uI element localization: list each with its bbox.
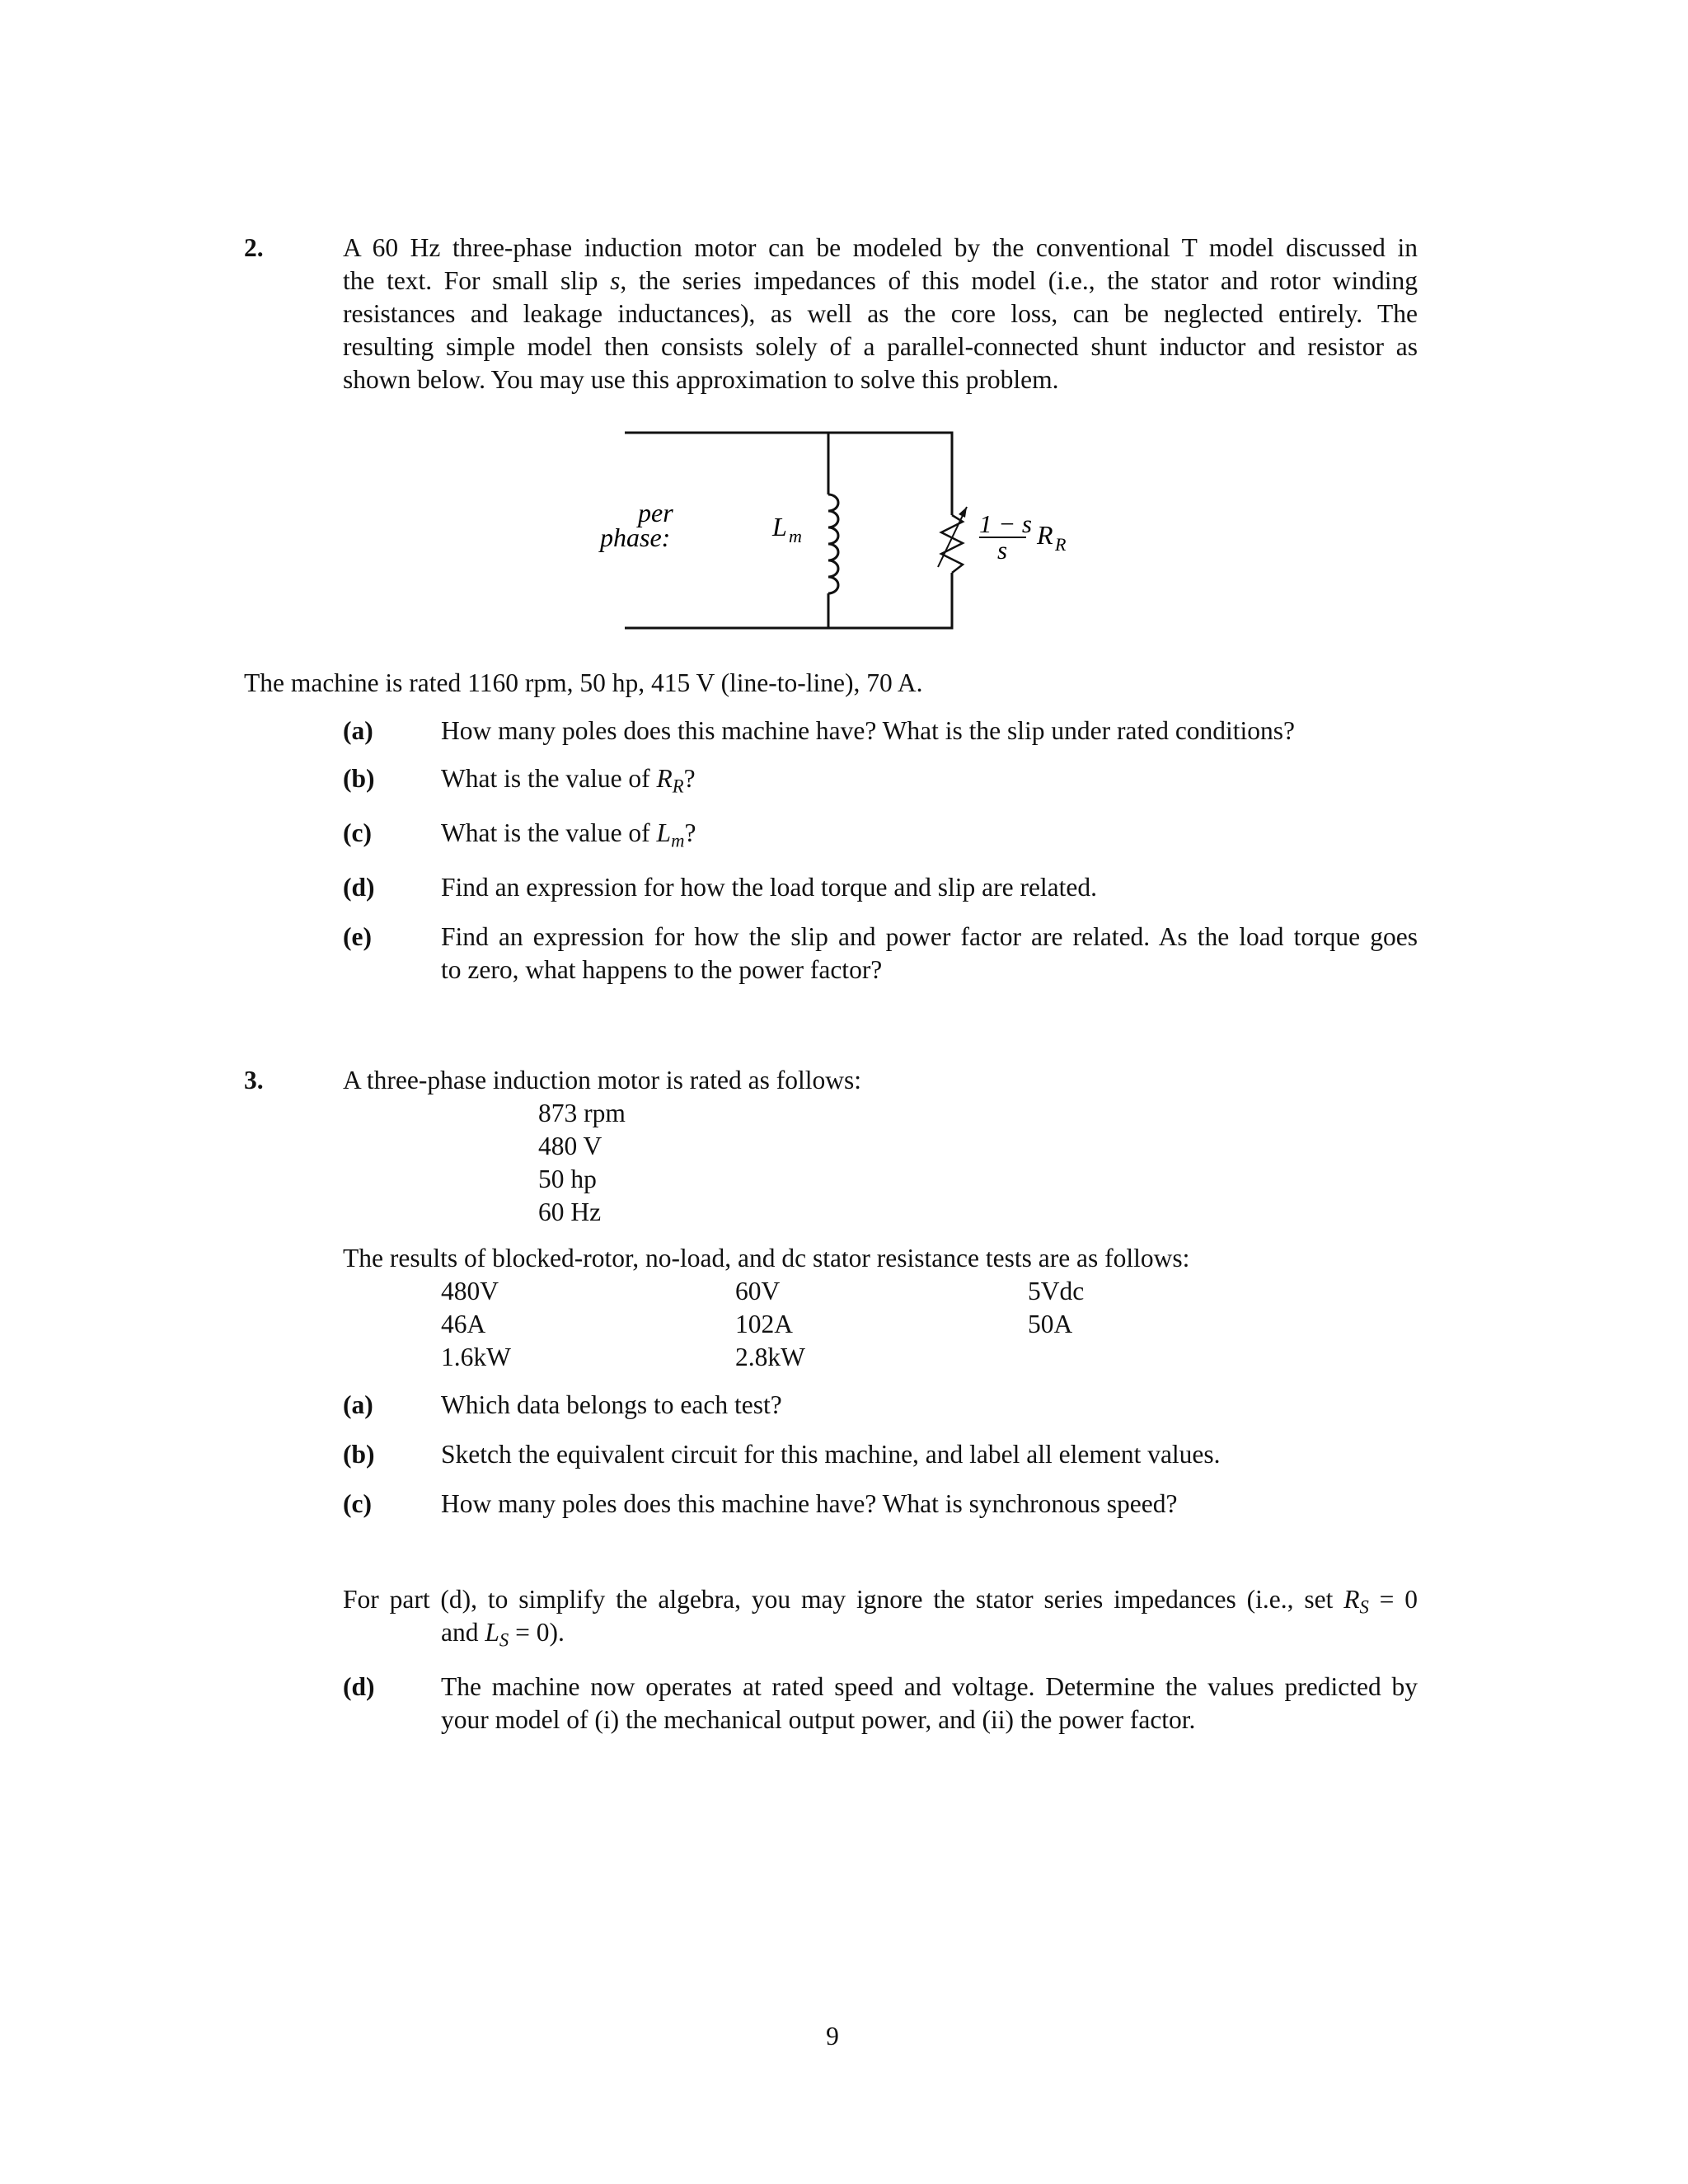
p2-part-e-label: (e) <box>343 922 372 951</box>
test-cell: 46A <box>441 1310 486 1338</box>
test-cell: 50A <box>1028 1310 1073 1338</box>
p3-part-d-label: (d) <box>343 1672 375 1701</box>
rr-sub-label: R <box>1055 534 1067 555</box>
test-cell: 1.6kW <box>441 1343 511 1371</box>
lm-label: L <box>772 512 787 541</box>
test-cell: 2.8kW <box>735 1343 805 1371</box>
rr-label: R <box>1037 520 1053 550</box>
test-cell: 60V <box>735 1277 781 1305</box>
p2-part-d-label: (d) <box>343 873 375 902</box>
p2-part-c-text: What is the value of $L_m$? <box>441 818 696 851</box>
p2-part-d-text: Find an expression for how the load torque and slip are related. <box>441 873 1098 902</box>
intro-line-3: resistances and leakage inductances), as well as the core loss, can be neglected entirely. The <box>343 299 1418 328</box>
per-label: per <box>638 498 673 527</box>
p2-part-a-text: How many poles does this machine have? What is the slip under rated conditions? <box>441 716 1296 745</box>
intro-line-2: the text. For small slip s, the series impedances of this model (i.e., the stator and rotor winding <box>343 266 1418 295</box>
page-number: 9 <box>826 2022 839 2050</box>
problem-2-number: 2. <box>244 233 264 262</box>
part-d-note <box>343 1583 1418 1649</box>
problem-3-intro: A three-phase induction motor is rated as follows: <box>343 1066 861 1094</box>
p3-part-a-label: (a) <box>343 1390 373 1419</box>
intro-line-1: A 60 Hz three-phase induction motor can be modeled by the conventional T model discussed in <box>343 233 1418 262</box>
top-wire <box>625 433 952 515</box>
note-line-1: For part (d), to simplify the algebra, you may ignore the stator series impedances (i.e., set $R_S = 0$ <box>343 1585 1418 1618</box>
p2-part-a-label: (a) <box>343 716 373 745</box>
p2-part-c-label: (c) <box>343 818 372 847</box>
p2-part-b-label: (b) <box>343 764 375 793</box>
p3-part-c-label: (c) <box>343 1489 372 1518</box>
test-cell: 480V <box>441 1277 499 1305</box>
p3-part-b-label: (b) <box>343 1440 375 1469</box>
p3-part-a-text: Which data belongs to each test? <box>441 1390 782 1419</box>
note-line-2: and $L_S = 0$). <box>441 1618 565 1651</box>
fraction-denominator: s <box>997 536 1008 565</box>
circuit-diagram <box>577 420 1104 643</box>
bottom-wire <box>625 573 952 628</box>
motor-ratings <box>538 1097 626 1229</box>
problem-2-intro <box>343 232 1418 396</box>
rating-voltage: 480 V <box>538 1132 603 1160</box>
rating-speed: 873 rpm <box>538 1099 626 1127</box>
variable-arrow-head <box>959 507 967 518</box>
test-cell: 5Vdc <box>1028 1277 1085 1305</box>
lm-sub-label: m <box>789 526 802 546</box>
rating-power: 50 hp <box>538 1165 597 1193</box>
p3-part-b-text: Sketch the equivalent circuit for this machine, and label all element values. <box>441 1440 1221 1469</box>
inductor-coil-icon <box>828 494 838 593</box>
tests-intro: The results of blocked-rotor, no-load, and dc stator resistance tests are as follows: <box>343 1244 1190 1272</box>
intro-line-5: shown below. You may use this approximation to solve this problem. <box>343 365 1059 394</box>
rating-text: The machine is rated 1160 rpm, 50 hp, 415 V (line-to-line), 70 A. <box>244 668 923 697</box>
problem-3-number: 3. <box>244 1066 264 1094</box>
p3-part-c-text: How many poles does this machine have? What is synchronous speed? <box>441 1489 1178 1518</box>
test-cell: 102A <box>735 1310 793 1338</box>
fraction-numerator: 1 − s <box>979 509 1032 538</box>
rating-frequency: 60 Hz <box>538 1197 602 1226</box>
p3-part-d-text: The machine now operates at rated speed and voltage. Determine the values predicted by your model of (i) the mechanical output power, and (ii) the power factor. <box>441 1672 1418 1734</box>
intro-line-4: resulting simple model then consists solely of a parallel-connected shunt inductor and resistor as <box>343 332 1418 361</box>
phase-label: phase: <box>600 523 671 552</box>
p2-part-e-text: Find an expression for how the slip and power factor are related. As the load torque goes to zero, what happens to the power factor? <box>441 922 1418 984</box>
p2-part-b-text: What is the value of $R_R$? <box>441 764 696 797</box>
